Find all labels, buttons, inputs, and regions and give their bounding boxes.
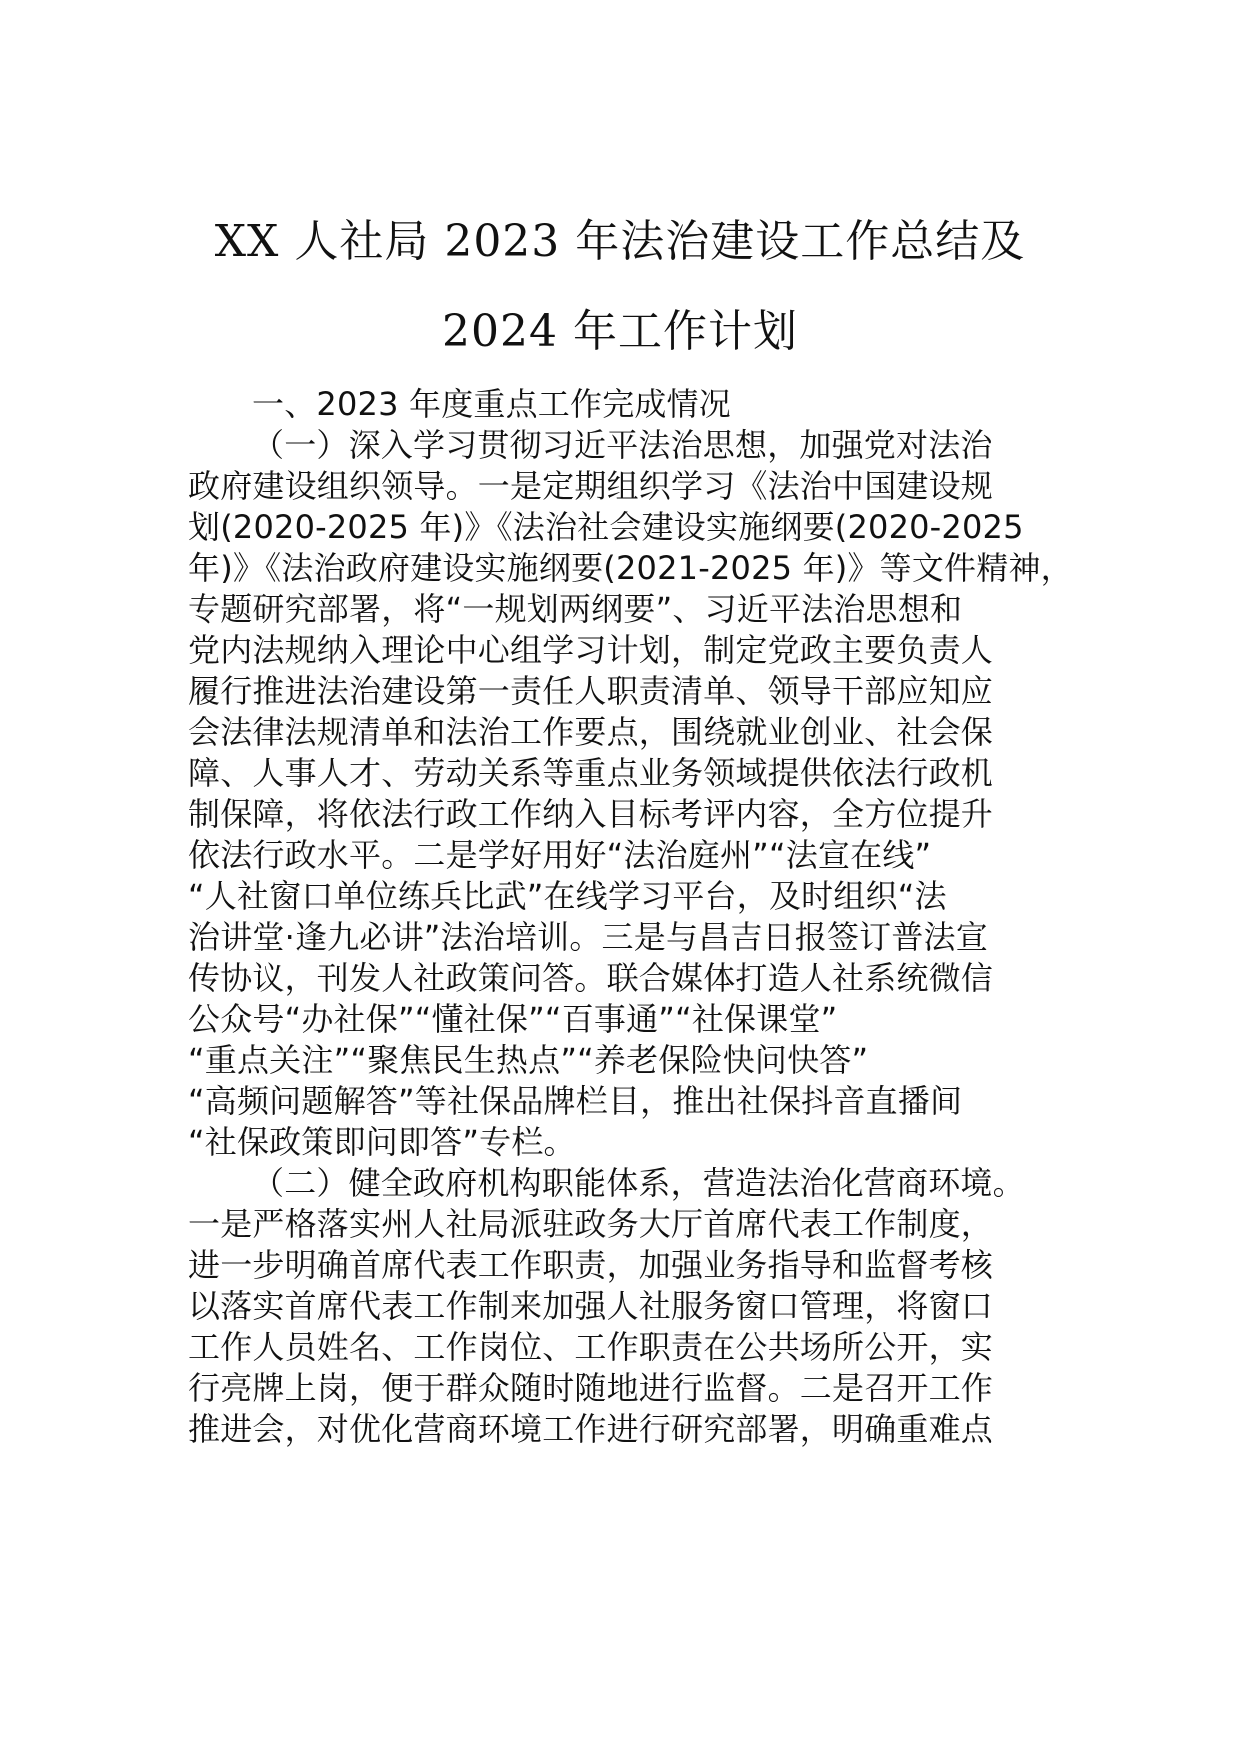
paragraph-line: 履行推进法治建设第一责任人职责清单、领导干部应知应	[188, 672, 994, 710]
paragraph-line: 政府建设组织领导。一是定期组织学习《法治中国建设规	[188, 467, 994, 505]
document-title-line-1: XX 人社局 2023 年法治建设工作总结及	[214, 216, 1026, 267]
paragraph-line: “高频问题解答”等社保品牌栏目，推出社保抖音直播间	[188, 1082, 963, 1120]
paragraph-line: “社保政策即问即答”专栏。	[188, 1123, 576, 1161]
paragraph-line: （一）深入学习贯彻习近平法治思想，加强党对法治	[252, 426, 993, 464]
paragraph-line: 工作人员姓名、工作岗位、工作职责在公共场所公开，实	[188, 1328, 994, 1366]
paragraph-line: 以落实首席代表工作制来加强人社服务窗口管理，将窗口	[188, 1287, 994, 1325]
paragraph-line: “人社窗口单位练兵比武”在线学习平台，及时组织“法	[188, 877, 947, 915]
paragraph-line: 专题研究部署，将“一规划两纲要”、习近平法治思想和	[188, 590, 963, 628]
paragraph-line: 党内法规纳入理论中心组学习计划，制定党政主要负责人	[188, 631, 994, 669]
paragraph-line: 依法行政水平。二是学好用好“法治庭州”“法宣在线”	[188, 836, 932, 874]
paragraph-line: 行亮牌上岗，便于群众随时随地进行监督。二是召开工作	[188, 1369, 994, 1407]
paragraph-line: （二）健全政府机构职能体系，营造法治化营商环境。	[252, 1164, 1025, 1202]
paragraph-line: 治讲堂·逢九必讲”法治培训。三是与昌吉日报签订普法宣	[188, 918, 988, 956]
paragraph-line: 传协议，刊发人社政策问答。联合媒体打造人社系统微信	[188, 959, 994, 997]
paragraph-line: 进一步明确首席代表工作职责，加强业务指导和监督考核	[188, 1246, 994, 1284]
paragraph-line: “重点关注”“聚焦民生热点”“养老保险快问快答”	[188, 1041, 869, 1079]
paragraph-line: 推进会，对优化营商环境工作进行研究部署，明确重难点	[188, 1410, 994, 1448]
paragraph-line: 一是严格落实州人社局派驻政务大厅首席代表工作制度，	[188, 1205, 994, 1243]
paragraph-line: 划(2020-2025 年)》《法治社会建设实施纲要(2020-2025	[188, 508, 1024, 546]
paragraph-line: 会法律法规清单和法治工作要点，围绕就业创业、社会保	[188, 713, 994, 751]
document-title-line-2: 2024 年工作计划	[442, 306, 798, 357]
paragraph-line: 公众号“办社保”“懂社保”“百事通”“社保课堂”	[188, 1000, 838, 1038]
paragraph-line: 障、人事人才、劳动关系等重点业务领域提供依法行政机	[188, 754, 994, 792]
paragraph-line: 年)》《法治政府建设实施纲要(2021-2025 年)》等文件精神，	[188, 549, 1073, 587]
paragraph-line: 制保障，将依法行政工作纳入目标考评内容，全方位提升	[188, 795, 994, 833]
section-heading: 一、2023 年度重点工作完成情况	[252, 385, 732, 423]
